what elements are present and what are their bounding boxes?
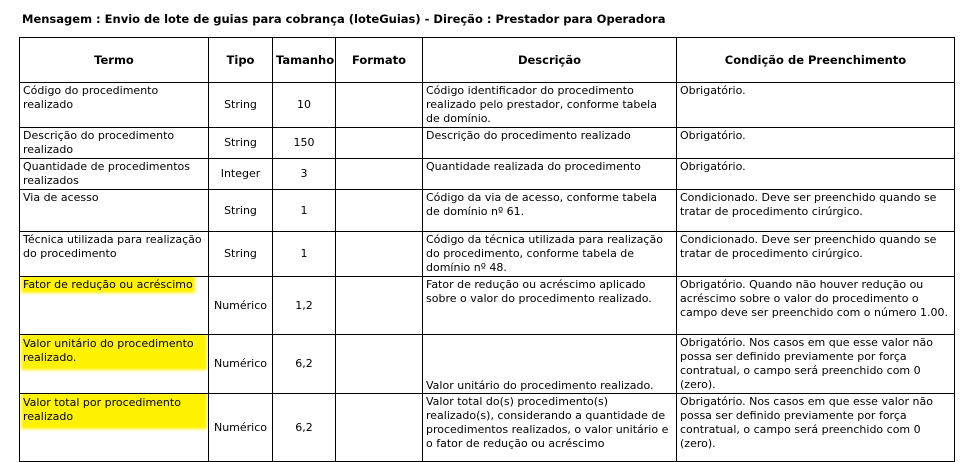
cell-condicao: Obrigatório. Nos casos em que esse valor não possa ser definido previamente por força contratual, o campo será preenchido com 0 (zero). <box>677 394 955 462</box>
cell-descricao: Quantidade realizada do procedimento <box>423 159 677 190</box>
cell-formato <box>336 335 423 394</box>
cell-descricao: Código da técnica utilizada para realização do procedimento, conforme tabela de domínio nº 48. <box>423 232 677 277</box>
message-title: Mensagem : Envio de lote de guias para cobrança (loteGuias) - Direção : Prestador para Operadora <box>22 12 666 26</box>
highlighted-term: Valor unitário do procedimento realizado. <box>23 336 205 368</box>
table-row <box>20 83 955 128</box>
cell-tipo: Integer <box>209 159 273 190</box>
cell-formato <box>336 159 423 190</box>
cell-formato <box>336 394 423 462</box>
column-header-termo: Termo <box>20 38 209 83</box>
cell-formato <box>336 277 423 335</box>
cell-formato <box>336 83 423 128</box>
column-header-descricao: Descrição <box>423 38 677 83</box>
cell-condicao: Obrigatório. <box>677 159 955 190</box>
cell-tipo: String <box>209 232 273 277</box>
table-header-row <box>20 38 955 83</box>
cell-termo <box>20 335 209 394</box>
table-row <box>20 232 955 277</box>
cell-tipo: String <box>209 83 273 128</box>
cell-tamanho: 6,2 <box>273 394 336 462</box>
cell-termo: Descrição do procedimento realizado <box>20 128 209 159</box>
cell-descricao: Código da via de acesso, conforme tabela de domínio nº 61. <box>423 190 677 232</box>
column-header-formato: Formato <box>336 38 423 83</box>
data-dictionary-table <box>19 37 955 462</box>
cell-termo: Código do procedimento realizado <box>20 83 209 128</box>
cell-condicao: Obrigatório. <box>677 128 955 159</box>
cell-descricao: Valor unitário do procedimento realizado. <box>423 335 677 394</box>
cell-tipo: String <box>209 190 273 232</box>
cell-formato <box>336 190 423 232</box>
table-row <box>20 277 955 335</box>
cell-condicao: Obrigatório. Nos casos em que esse valor não possa ser definido previamente por força contratual, o campo será preenchido com 0 (zero). <box>677 335 955 394</box>
cell-termo <box>20 277 209 335</box>
cell-condicao: Condicionado. Deve ser preenchido quando se tratar de procedimento cirúrgico. <box>677 190 955 232</box>
cell-tipo: Numérico <box>209 335 273 394</box>
column-header-tipo: Tipo <box>209 38 273 83</box>
cell-termo: Via de acesso <box>20 190 209 232</box>
column-header-condicao: Condição de Preenchimento <box>677 38 955 83</box>
cell-tamanho: 1 <box>273 232 336 277</box>
cell-condicao: Condicionado. Deve ser preenchido quando se tratar de procedimento cirúrgico. <box>677 232 955 277</box>
cell-termo: Quantidade de procedimentos realizados <box>20 159 209 190</box>
cell-condicao: Obrigatório. <box>677 83 955 128</box>
cell-termo <box>20 394 209 462</box>
cell-tamanho: 1,2 <box>273 277 336 335</box>
cell-tamanho: 1 <box>273 190 336 232</box>
cell-descricao: Descrição do procedimento realizado <box>423 128 677 159</box>
cell-tipo: Numérico <box>209 394 273 462</box>
cell-tamanho: 6,2 <box>273 335 336 394</box>
cell-tamanho: 3 <box>273 159 336 190</box>
cell-tamanho: 150 <box>273 128 336 159</box>
cell-tipo: Numérico <box>209 277 273 335</box>
cell-formato <box>336 232 423 277</box>
cell-formato <box>336 128 423 159</box>
table-row <box>20 159 955 190</box>
cell-descricao: Código identificador do procedimento realizado pelo prestador, conforme tabela de domínio. <box>423 83 677 128</box>
cell-tamanho: 10 <box>273 83 336 128</box>
cell-termo: Técnica utilizada para realização do procedimento <box>20 232 209 277</box>
table-row <box>20 190 955 232</box>
column-header-tamanho: Tamanho <box>273 38 336 83</box>
cell-tipo: String <box>209 128 273 159</box>
table-row <box>20 335 955 394</box>
cell-descricao: Valor total do(s) procedimento(s) realizado(s), considerando a quantidade de procedimentos realizados, o valor unitário e o fator de redução ou acréscimo <box>423 394 677 462</box>
highlighted-term: Valor total por procedimento realizado <box>23 395 205 427</box>
cell-condicao: Obrigatório. Quando não houver redução ou acréscimo sobre o valor do procedimento o campo deve ser preenchido com o número 1.00. <box>677 277 955 335</box>
table-row <box>20 394 955 462</box>
table-row <box>20 128 955 159</box>
cell-descricao: Fator de redução ou acréscimo aplicado sobre o valor do procedimento realizado. <box>423 277 677 335</box>
highlighted-term: Fator de redução ou acréscimo <box>23 278 193 291</box>
